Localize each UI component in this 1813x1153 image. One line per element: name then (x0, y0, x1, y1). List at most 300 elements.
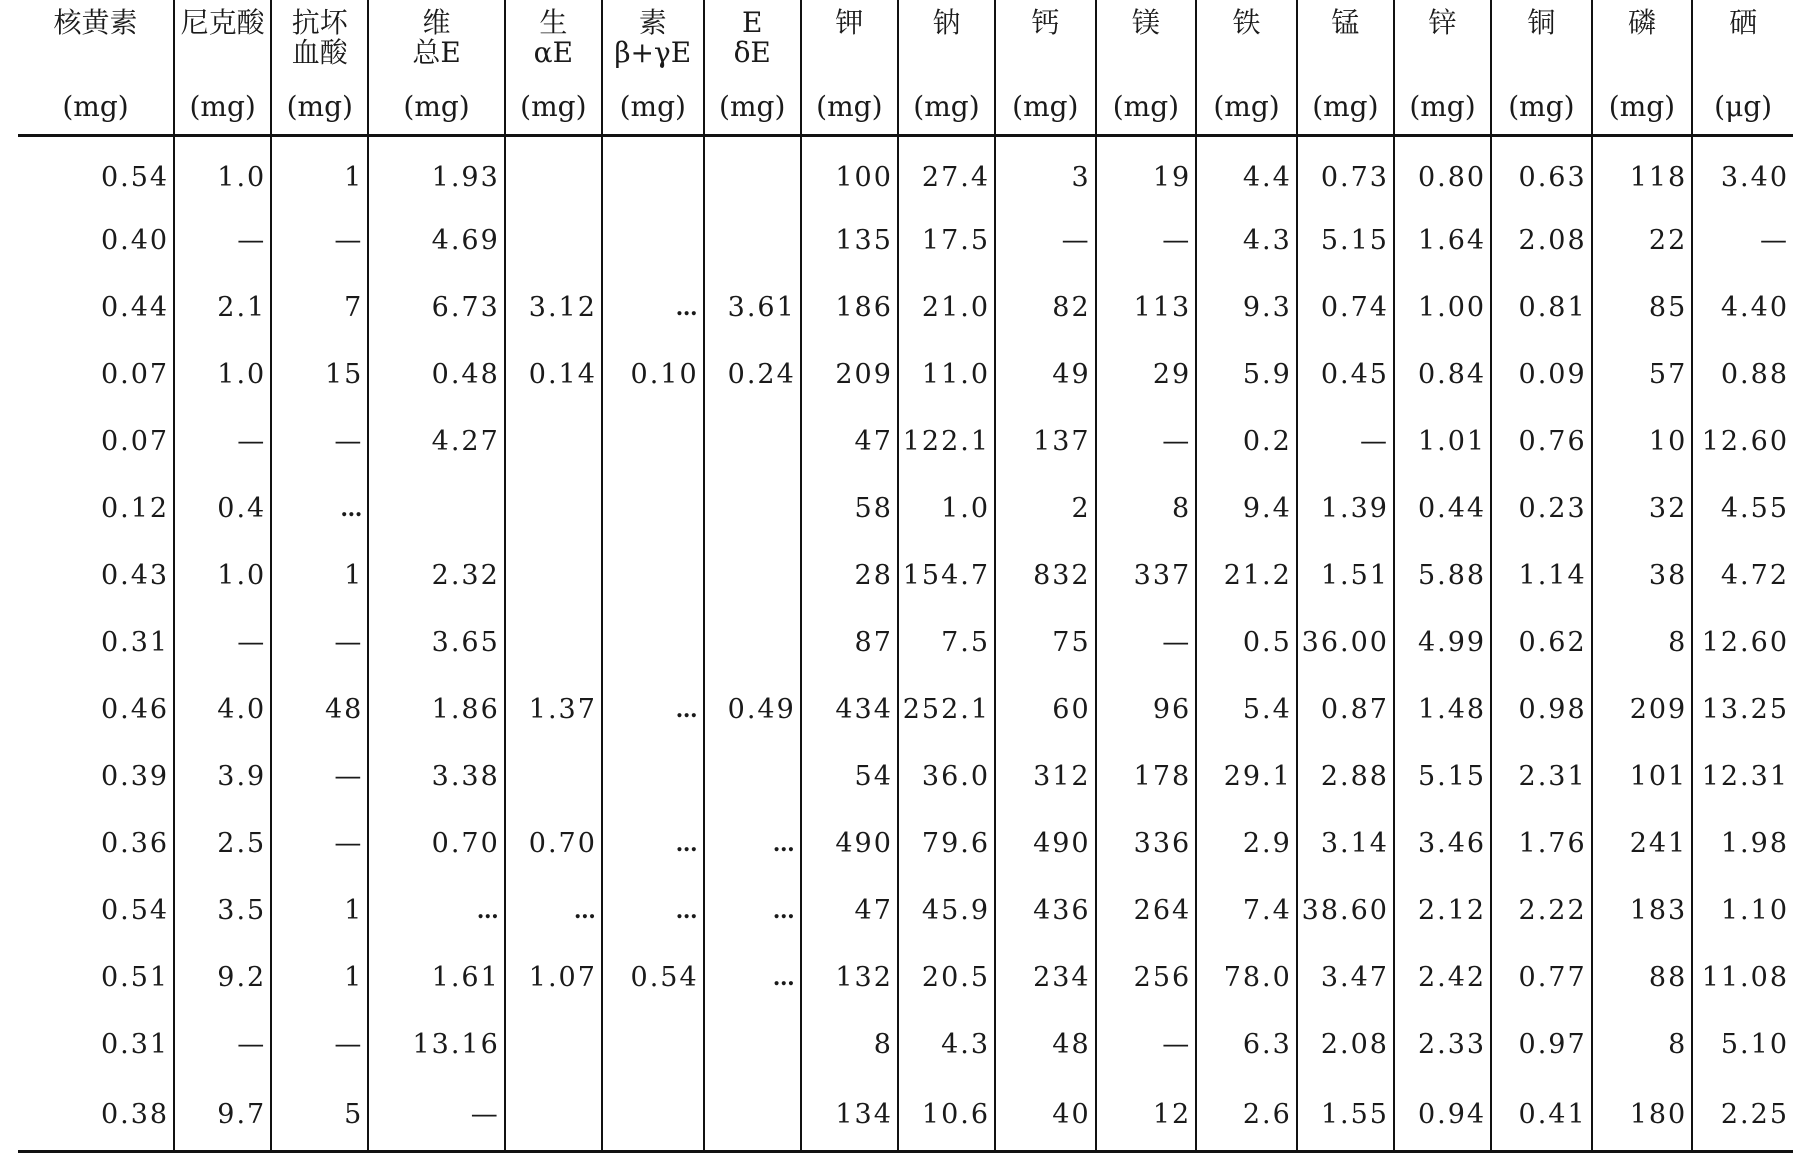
table-cell: 78.0 (1196, 944, 1297, 1011)
column-header-label: 硒 (1729, 6, 1758, 39)
table-cell: 0.40 (18, 207, 174, 274)
column-header-label: 铁 (1232, 6, 1261, 39)
table-cell: 490 (995, 810, 1096, 877)
column-unit: (mg) (995, 92, 1096, 136)
table-cell: 12 (1096, 1078, 1197, 1152)
table-cell: — (271, 810, 368, 877)
table-cell: 19 (1096, 136, 1197, 208)
table-cell: — (1096, 207, 1197, 274)
table-cell (505, 1011, 602, 1078)
column-unit: (mg) (602, 92, 704, 136)
column-header (1692, 0, 1793, 92)
column-header (18, 0, 174, 92)
table-cell: — (1096, 408, 1197, 475)
table-cell: — (368, 1078, 504, 1152)
table-cell: 28 (801, 542, 898, 609)
table-cell: 13.25 (1701, 694, 1789, 725)
table-cell: 4.40 (1720, 292, 1789, 323)
column-unit: (mg) (271, 92, 368, 136)
table-cell: 0.70 (505, 810, 602, 877)
table-cell: 3.9 (174, 743, 271, 810)
table-cell: 1.86 (368, 676, 504, 743)
table-cell: … (271, 475, 368, 542)
table-cell: 4.4 (1196, 136, 1297, 208)
table-cell: 5 (271, 1078, 368, 1152)
table-cell: 3.47 (1297, 944, 1394, 1011)
table-cell: — (1760, 225, 1789, 256)
table-cell: 75 (995, 609, 1096, 676)
table-cell: 113 (1096, 274, 1197, 341)
table-cell: 0.4 (174, 475, 271, 542)
table-cell: 2.33 (1394, 1011, 1491, 1078)
table-header (18, 0, 1793, 136)
table-cell (704, 207, 801, 274)
table-cell: 36.00 (1297, 609, 1394, 676)
table-cell: 2.32 (368, 542, 504, 609)
table-cell (704, 136, 801, 208)
table-cell: 209 (1592, 676, 1693, 743)
table-cell: 20.5 (898, 944, 995, 1011)
table-cell (602, 136, 704, 208)
table-cell: 4.3 (1196, 207, 1297, 274)
table-cell: 118 (1592, 136, 1693, 208)
column-header-label: 核黄素 (53, 6, 138, 39)
table-cell: 132 (801, 944, 898, 1011)
table-cell: — (271, 408, 368, 475)
table-cell (704, 1078, 801, 1152)
table-cell (505, 542, 602, 609)
table-cell: 4.55 (1720, 493, 1789, 524)
table-cell (704, 408, 801, 475)
table-cell: 29 (1096, 341, 1197, 408)
table-cell: 57 (1592, 341, 1693, 408)
column-unit: (mg) (1592, 92, 1693, 136)
table-cell: 12.60 (1701, 627, 1789, 658)
table-cell: 0.14 (505, 341, 602, 408)
table-cell: … (602, 877, 704, 944)
table-cell (505, 408, 602, 475)
table-cell: — (271, 1011, 368, 1078)
table-cell: 0.44 (1394, 475, 1491, 542)
table-cell: 0.38 (18, 1078, 174, 1152)
table-cell: — (174, 1011, 271, 1078)
table-cell: 38.60 (1297, 877, 1394, 944)
nutrient-table-page (18, 0, 1793, 1153)
table-cell: 1.00 (1394, 274, 1491, 341)
table-cell: 11.0 (898, 341, 995, 408)
table-row (18, 341, 1793, 408)
table-cell: 490 (801, 810, 898, 877)
table-cell: … (368, 877, 504, 944)
table-cell: … (602, 810, 704, 877)
table-cell: 47 (801, 877, 898, 944)
table-cell: 7 (271, 274, 368, 341)
table-cell: 49 (995, 341, 1096, 408)
header-names-row (18, 0, 1793, 92)
table-cell: … (704, 944, 801, 1011)
table-cell: — (1096, 609, 1197, 676)
column-header-label: 尼克酸 (180, 6, 265, 39)
table-cell: 0.74 (1297, 274, 1394, 341)
column-header-label: E (741, 6, 763, 39)
table-cell: 1.0 (174, 341, 271, 408)
table-cell: 252.1 (898, 676, 995, 743)
table-cell (704, 1011, 801, 1078)
table-cell: 1.55 (1297, 1078, 1394, 1152)
table-cell: 5.10 (1720, 1029, 1789, 1060)
table-cell: … (602, 274, 704, 341)
column-unit: (mg) (1491, 92, 1592, 136)
table-cell: 22 (1592, 207, 1693, 274)
table-cell: 3.46 (1394, 810, 1491, 877)
table-cell: 0.2 (1196, 408, 1297, 475)
table-cell: 58 (801, 475, 898, 542)
header-units-row (18, 92, 1793, 136)
column-header (704, 0, 801, 92)
table-cell (505, 1078, 602, 1152)
table-cell: 1.48 (1394, 676, 1491, 743)
table-cell: 256 (1096, 944, 1197, 1011)
table-cell: 1.0 (174, 542, 271, 609)
table-cell: — (1297, 408, 1394, 475)
table-cell: 209 (801, 341, 898, 408)
table-cell: 3 (995, 136, 1096, 208)
table-cell (602, 1011, 704, 1078)
table-cell: 1 (271, 542, 368, 609)
table-cell: 0.49 (704, 676, 801, 743)
table-cell: 1.64 (1394, 207, 1491, 274)
table-cell (368, 475, 504, 542)
column-header-label: 血酸 (291, 36, 348, 69)
column-header-label: 锰 (1331, 6, 1360, 39)
table-cell: 79.6 (898, 810, 995, 877)
table-cell: 0.46 (18, 676, 174, 743)
table-cell: 2.08 (1297, 1011, 1394, 1078)
table-cell: 0.36 (18, 810, 174, 877)
table-cell: 9.7 (174, 1078, 271, 1152)
table-cell: 2.22 (1491, 877, 1592, 944)
table-cell: 2.25 (1692, 1078, 1793, 1152)
table-cell: 1.39 (1297, 475, 1394, 542)
column-header (1592, 0, 1693, 92)
table-cell: — (271, 743, 368, 810)
table-cell: 8 (1592, 1011, 1693, 1078)
nutrient-table (18, 0, 1793, 1153)
table-cell: 134 (801, 1078, 898, 1152)
table-row (18, 274, 1793, 341)
table-cell: 1.14 (1491, 542, 1592, 609)
table-cell: 0.10 (602, 341, 704, 408)
table-cell: 137 (995, 408, 1096, 475)
table-cell (505, 207, 602, 274)
column-header (602, 0, 704, 92)
table-cell: 101 (1592, 743, 1693, 810)
column-header (174, 0, 271, 92)
table-row (18, 207, 1793, 274)
table-cell: 0.07 (18, 408, 174, 475)
table-cell: 4.0 (174, 676, 271, 743)
table-cell: 5.9 (1196, 341, 1297, 408)
table-cell: 0.97 (1491, 1011, 1592, 1078)
column-unit: (mg) (18, 92, 174, 136)
column-header-label: 总E (412, 36, 461, 69)
table-cell: 0.54 (602, 944, 704, 1011)
column-header-label: 素 (638, 6, 667, 39)
table-cell: 241 (1592, 810, 1693, 877)
table-cell: 0.5 (1196, 609, 1297, 676)
table-cell: 1.76 (1491, 810, 1592, 877)
table-cell: 47 (801, 408, 898, 475)
column-unit: (mg) (1394, 92, 1491, 136)
table-cell: 0.54 (18, 877, 174, 944)
column-header-label: 抗坏 (291, 6, 348, 39)
table-cell (704, 475, 801, 542)
table-row (18, 810, 1793, 877)
table-cell: 2.08 (1491, 207, 1592, 274)
table-cell: 0.81 (1491, 274, 1592, 341)
table-cell: 2.88 (1297, 743, 1394, 810)
table-cell: 312 (995, 743, 1096, 810)
table-cell: 0.45 (1297, 341, 1394, 408)
column-header-label: 维 (422, 6, 451, 39)
column-header-label: 锌 (1428, 6, 1457, 39)
table-row (18, 944, 1793, 1011)
column-header (271, 0, 368, 92)
column-unit: (mg) (505, 92, 602, 136)
table-cell (704, 542, 801, 609)
table-cell: 1 (271, 877, 368, 944)
table-cell: 7.5 (898, 609, 995, 676)
table-cell: 0.24 (704, 341, 801, 408)
table-cell: 45.9 (898, 877, 995, 944)
table-cell: 5.15 (1297, 207, 1394, 274)
table-cell (505, 136, 602, 208)
table-cell: 0.94 (1394, 1078, 1491, 1152)
column-unit: (mg) (898, 92, 995, 136)
table-cell: 434 (801, 676, 898, 743)
table-cell: — (1096, 1011, 1197, 1078)
table-row (18, 877, 1793, 944)
table-cell: 27.4 (898, 136, 995, 208)
table-cell: 0.77 (1491, 944, 1592, 1011)
column-header (801, 0, 898, 92)
table-row (18, 475, 1793, 542)
table-cell: 2 (995, 475, 1096, 542)
column-header (1394, 0, 1491, 92)
table-cell: 135 (801, 207, 898, 274)
table-cell: 0.54 (18, 136, 174, 208)
table-cell: … (704, 877, 801, 944)
table-cell: 12.31 (1701, 761, 1789, 792)
table-cell (704, 609, 801, 676)
table-cell: 85 (1592, 274, 1693, 341)
table-cell: 1.0 (898, 475, 995, 542)
column-unit: (mg) (1196, 92, 1297, 136)
column-unit: (mg) (368, 92, 504, 136)
table-cell (704, 743, 801, 810)
table-cell: 48 (995, 1011, 1096, 1078)
column-header-label: δE (733, 36, 771, 69)
table-cell: 0.51 (18, 944, 174, 1011)
table-cell: 36.0 (898, 743, 995, 810)
table-cell: 154.7 (898, 542, 995, 609)
table-row (18, 609, 1793, 676)
table-cell: — (271, 609, 368, 676)
column-unit: (mg) (1297, 92, 1394, 136)
table-cell: … (704, 810, 801, 877)
table-cell: 0.98 (1491, 676, 1592, 743)
table-cell: 0.76 (1491, 408, 1592, 475)
table-cell: 3.61 (704, 274, 801, 341)
table-cell: 832 (995, 542, 1096, 609)
column-header-label: 钾 (835, 6, 864, 39)
column-header-label: αE (533, 36, 574, 69)
table-cell: 21.0 (898, 274, 995, 341)
column-header (1297, 0, 1394, 92)
table-cell: 3.38 (368, 743, 504, 810)
table-cell: 32 (1592, 475, 1693, 542)
table-cell: 0.43 (18, 542, 174, 609)
table-cell: 21.2 (1196, 542, 1297, 609)
table-cell: 5.4 (1196, 676, 1297, 743)
table-cell: 6.73 (368, 274, 504, 341)
table-cell (602, 408, 704, 475)
table-cell: 0.07 (18, 341, 174, 408)
table-cell (505, 609, 602, 676)
table-cell (602, 743, 704, 810)
table-cell: 1.01 (1394, 408, 1491, 475)
column-header (898, 0, 995, 92)
table-cell: 3.40 (1720, 161, 1789, 193)
table-row (18, 542, 1793, 609)
table-cell: 48 (271, 676, 368, 743)
table-cell: 4.3 (898, 1011, 995, 1078)
table-cell: 2.1 (174, 274, 271, 341)
column-header-label: 生 (539, 6, 568, 39)
table-cell: 100 (801, 136, 898, 208)
table-cell: 0.23 (1491, 475, 1592, 542)
table-cell: 3.12 (505, 274, 602, 341)
table-cell: 1.51 (1297, 542, 1394, 609)
table-cell: 1.37 (505, 676, 602, 743)
table-cell: 13.16 (368, 1011, 504, 1078)
table-cell: 38 (1592, 542, 1693, 609)
column-header-label: 铜 (1527, 6, 1556, 39)
column-header (505, 0, 602, 92)
table-cell: 1.61 (368, 944, 504, 1011)
table-cell: 3.14 (1297, 810, 1394, 877)
table-cell: 1 (271, 944, 368, 1011)
column-header-label: 钠 (932, 6, 961, 39)
table-cell: 87 (801, 609, 898, 676)
table-cell: 1.07 (505, 944, 602, 1011)
table-cell: 0.73 (1297, 136, 1394, 208)
table-cell: 183 (1592, 877, 1693, 944)
table-cell: 178 (1096, 743, 1197, 810)
table-cell: 17.5 (898, 207, 995, 274)
table-cell: 1.93 (368, 136, 504, 208)
table-cell: 9.2 (174, 944, 271, 1011)
table-cell: 8 (801, 1011, 898, 1078)
table-cell: 3.5 (174, 877, 271, 944)
table-cell: 264 (1096, 877, 1197, 944)
column-header-label: β+γE (614, 36, 692, 69)
table-cell: 10.6 (898, 1078, 995, 1152)
column-header (368, 0, 504, 92)
table-cell: 6.3 (1196, 1011, 1297, 1078)
column-header (1096, 0, 1197, 92)
table-row (18, 408, 1793, 475)
table-row (18, 1011, 1793, 1078)
table-cell: 0.70 (368, 810, 504, 877)
table-cell (505, 743, 602, 810)
table-cell: 0.80 (1394, 136, 1491, 208)
table-cell: 0.48 (368, 341, 504, 408)
table-cell: 234 (995, 944, 1096, 1011)
table-cell (602, 207, 704, 274)
table-cell: 3.65 (368, 609, 504, 676)
column-unit: (μg) (1692, 92, 1793, 136)
column-unit: (mg) (801, 92, 898, 136)
table-cell (602, 1078, 704, 1152)
table-cell (602, 475, 704, 542)
table-cell: 4.69 (368, 207, 504, 274)
table-cell: 4.72 (1720, 560, 1789, 591)
table-cell: 0.31 (18, 1011, 174, 1078)
table-cell: 2.31 (1491, 743, 1592, 810)
table-cell: 1 (271, 136, 368, 208)
table-row (18, 743, 1793, 810)
table-cell: 2.5 (174, 810, 271, 877)
table-cell: 2.6 (1196, 1078, 1297, 1152)
table-cell: 436 (995, 877, 1096, 944)
table-cell: 5.15 (1394, 743, 1491, 810)
table-cell: 8 (1592, 609, 1693, 676)
table-cell: — (174, 207, 271, 274)
table-cell: 60 (995, 676, 1096, 743)
table-cell: 0.39 (18, 743, 174, 810)
column-unit: (mg) (1096, 92, 1197, 136)
table-cell: 2.42 (1394, 944, 1491, 1011)
table-cell: 2.9 (1196, 810, 1297, 877)
table-cell (602, 609, 704, 676)
table-cell: 0.44 (18, 274, 174, 341)
table-cell: 2.12 (1394, 877, 1491, 944)
table-cell: 122.1 (898, 408, 995, 475)
table-cell: — (174, 408, 271, 475)
table-row (18, 1078, 1793, 1152)
table-cell: 0.12 (18, 475, 174, 542)
column-header-label: 钙 (1031, 6, 1060, 39)
table-cell: 82 (995, 274, 1096, 341)
table-cell (602, 542, 704, 609)
table-cell: 12.60 (1701, 426, 1789, 457)
table-cell: 54 (801, 743, 898, 810)
table-cell: 88 (1592, 944, 1693, 1011)
table-cell: 0.62 (1491, 609, 1592, 676)
table-cell: 0.31 (18, 609, 174, 676)
table-cell (505, 475, 602, 542)
table-body (18, 136, 1793, 1152)
table-cell: 9.4 (1196, 475, 1297, 542)
column-header-label: 磷 (1627, 6, 1656, 39)
column-header-label: 镁 (1131, 6, 1160, 39)
table-cell: 186 (801, 274, 898, 341)
table-cell: 9.3 (1196, 274, 1297, 341)
table-row (18, 676, 1793, 743)
column-unit: (mg) (174, 92, 271, 136)
column-header (995, 0, 1096, 92)
